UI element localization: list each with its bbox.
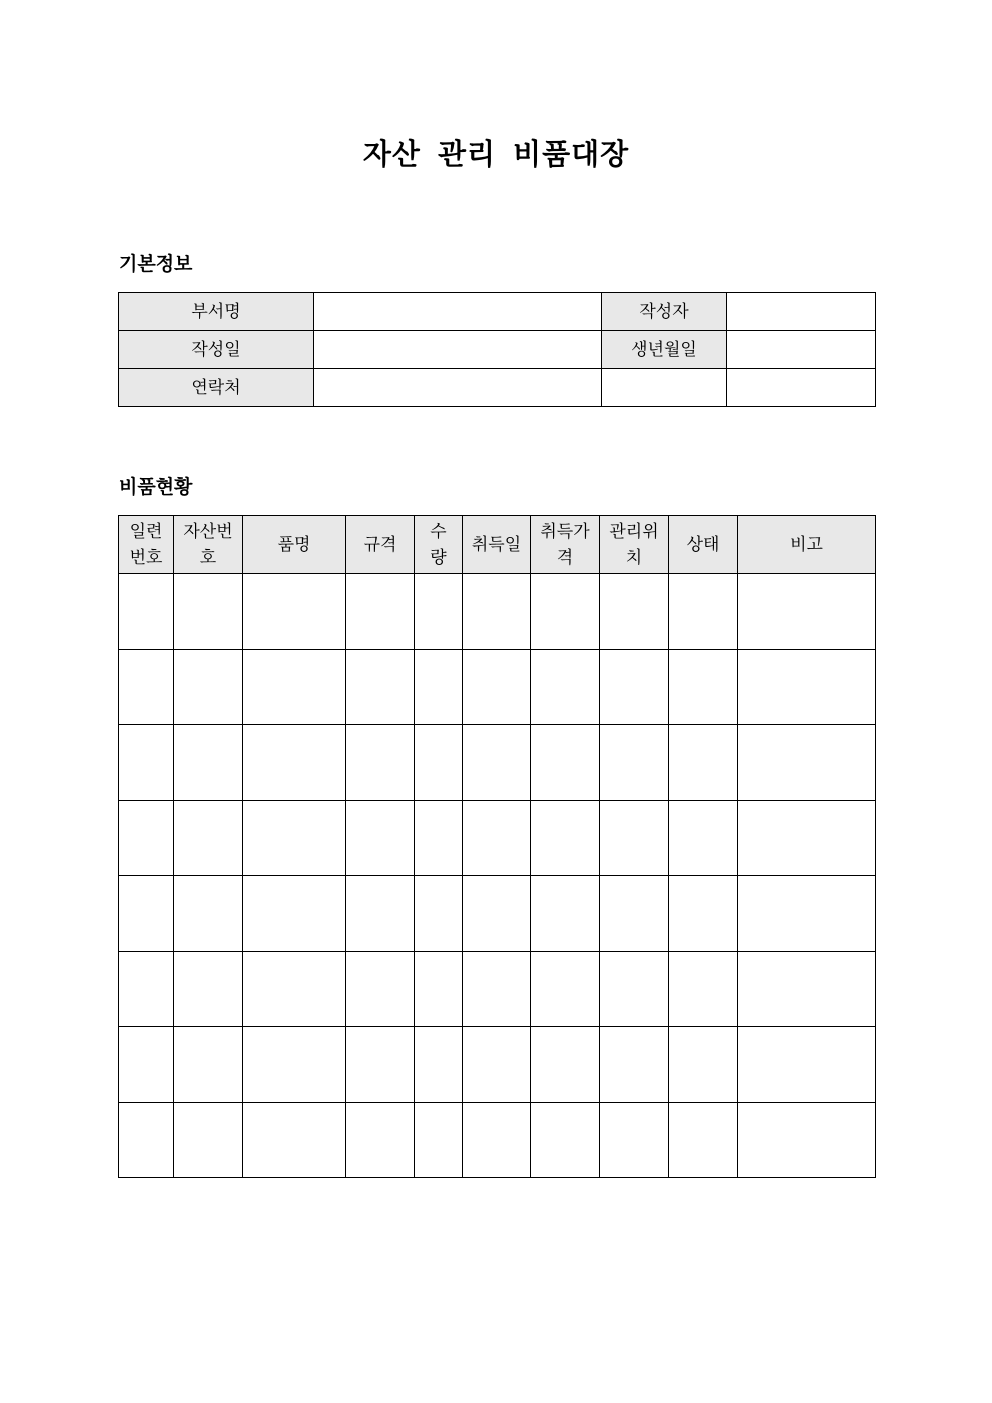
table-cell[interactable]	[669, 574, 738, 650]
table-cell[interactable]	[119, 951, 174, 1027]
table-cell[interactable]	[346, 725, 415, 801]
table-cell[interactable]	[119, 1102, 174, 1178]
table-cell[interactable]	[174, 649, 243, 725]
table-cell[interactable]	[174, 574, 243, 650]
table-cell[interactable]	[119, 876, 174, 952]
table-cell[interactable]	[463, 876, 531, 952]
table-cell[interactable]	[531, 876, 600, 952]
table-cell[interactable]	[600, 574, 669, 650]
column-header	[119, 516, 174, 574]
table-cell[interactable]	[531, 951, 600, 1027]
label-author: 작성자	[602, 293, 727, 331]
table-cell[interactable]	[415, 725, 463, 801]
table-cell[interactable]	[415, 951, 463, 1027]
blank-cell[interactable]	[727, 369, 876, 407]
table-cell[interactable]	[174, 876, 243, 952]
column-header-line: 수	[430, 521, 447, 542]
table-cell[interactable]	[669, 876, 738, 952]
table-cell[interactable]	[463, 1102, 531, 1178]
table-cell[interactable]	[669, 800, 738, 876]
column-header-line: 번호	[129, 547, 163, 568]
column-header-line: 규격	[363, 534, 397, 555]
table-cell[interactable]	[531, 800, 600, 876]
page-title: 자산 관리 비품대장	[362, 137, 630, 171]
table-cell[interactable]	[346, 951, 415, 1027]
column-header-line: 호	[199, 547, 217, 568]
column-header-line: 일련	[129, 521, 163, 542]
table-cell[interactable]	[738, 1102, 876, 1178]
table-row	[119, 649, 876, 725]
column-header	[669, 516, 738, 574]
info-row	[119, 331, 876, 369]
table-cell[interactable]	[669, 951, 738, 1027]
table-cell[interactable]	[174, 725, 243, 801]
table-cell[interactable]	[669, 725, 738, 801]
column-header-line: 격	[556, 547, 574, 568]
column-header-line: 관리위	[609, 521, 659, 542]
author-field[interactable]	[727, 293, 876, 331]
table-cell[interactable]	[531, 725, 600, 801]
label-created-date: 작성일	[119, 331, 314, 369]
table-cell[interactable]	[738, 1027, 876, 1103]
table-cell[interactable]	[243, 725, 346, 801]
label-contact: 연락처	[119, 369, 314, 407]
label-birth-date: 생년월일	[602, 331, 727, 369]
column-header	[600, 516, 669, 574]
table-cell[interactable]	[243, 1102, 346, 1178]
table-cell[interactable]	[738, 574, 876, 650]
table-cell[interactable]	[346, 876, 415, 952]
table-cell[interactable]	[243, 800, 346, 876]
table-cell[interactable]	[119, 574, 174, 650]
table-cell[interactable]	[669, 1102, 738, 1178]
column-header-line: 치	[625, 547, 643, 568]
table-cell[interactable]	[463, 574, 531, 650]
column-header	[531, 516, 600, 574]
table-cell[interactable]	[415, 649, 463, 725]
info-row	[119, 369, 876, 407]
table-cell[interactable]	[415, 800, 463, 876]
table-cell[interactable]	[738, 800, 876, 876]
table-row	[119, 574, 876, 650]
blank-cell[interactable]	[602, 369, 727, 407]
label-department: 부서명	[119, 293, 314, 331]
table-cell[interactable]	[463, 1027, 531, 1103]
column-header-line: 취득가	[540, 521, 590, 542]
table-cell[interactable]	[600, 951, 669, 1027]
column-header-line: 취득일	[471, 534, 522, 555]
table-cell[interactable]	[600, 1027, 669, 1103]
table-row	[119, 1027, 876, 1103]
table-cell[interactable]	[600, 1102, 669, 1178]
table-cell[interactable]	[738, 951, 876, 1027]
table-row	[119, 876, 876, 952]
table-cell[interactable]	[463, 951, 531, 1027]
column-header-line: 량	[430, 547, 447, 568]
table-cell[interactable]	[531, 1027, 600, 1103]
table-cell[interactable]	[346, 1102, 415, 1178]
table-cell[interactable]	[243, 951, 346, 1027]
table-cell[interactable]	[531, 574, 600, 650]
table-cell[interactable]	[669, 1027, 738, 1103]
column-header	[174, 516, 243, 574]
column-header	[415, 516, 463, 574]
table-cell[interactable]	[119, 800, 174, 876]
info-row	[119, 293, 876, 331]
table-cell[interactable]	[415, 1027, 463, 1103]
table-cell[interactable]	[346, 649, 415, 725]
table-cell[interactable]	[463, 800, 531, 876]
column-header-line: 품명	[277, 534, 311, 555]
column-header	[463, 516, 531, 574]
table-cell[interactable]	[738, 649, 876, 725]
table-cell[interactable]	[738, 725, 876, 801]
table-cell[interactable]	[415, 1102, 463, 1178]
section-title-basic-info: 기본정보	[119, 253, 193, 275]
column-header-line: 비고	[790, 534, 823, 555]
table-cell[interactable]	[174, 1027, 243, 1103]
table-cell[interactable]	[600, 800, 669, 876]
basic-info-table	[118, 292, 876, 407]
table-cell[interactable]	[738, 876, 876, 952]
items-table	[118, 515, 876, 1178]
table-cell[interactable]	[243, 1027, 346, 1103]
table-cell[interactable]	[600, 725, 669, 801]
table-cell[interactable]	[531, 649, 600, 725]
section-title-items: 비품현황	[119, 476, 193, 498]
table-cell[interactable]	[119, 1027, 174, 1103]
table-cell[interactable]	[531, 1102, 600, 1178]
table-cell[interactable]	[243, 574, 346, 650]
column-header	[738, 516, 876, 574]
table-header-row	[119, 516, 876, 574]
table-row	[119, 800, 876, 876]
table-cell[interactable]	[600, 649, 669, 725]
department-field[interactable]	[314, 293, 602, 331]
table-cell[interactable]	[346, 800, 415, 876]
column-header	[243, 516, 346, 574]
table-cell[interactable]	[463, 649, 531, 725]
table-cell[interactable]	[600, 876, 669, 952]
table-cell[interactable]	[119, 725, 174, 801]
birth-date-field[interactable]	[727, 331, 876, 369]
table-cell[interactable]	[669, 649, 738, 725]
column-header-line: 상태	[686, 534, 720, 555]
table-cell[interactable]	[243, 876, 346, 952]
table-cell[interactable]	[174, 951, 243, 1027]
contact-field[interactable]	[314, 369, 602, 407]
table-cell[interactable]	[463, 725, 531, 801]
table-cell[interactable]	[174, 800, 243, 876]
table-cell[interactable]	[243, 649, 346, 725]
table-cell[interactable]	[346, 1027, 415, 1103]
table-cell[interactable]	[174, 1102, 243, 1178]
table-cell[interactable]	[346, 574, 415, 650]
table-cell[interactable]	[119, 649, 174, 725]
table-row	[119, 951, 876, 1027]
created-date-field[interactable]	[314, 331, 602, 369]
column-header	[346, 516, 415, 574]
table-row	[119, 1102, 876, 1178]
table-row	[119, 725, 876, 801]
table-cell[interactable]	[415, 876, 463, 952]
table-cell[interactable]	[415, 574, 463, 650]
column-header-line: 자산번	[183, 521, 233, 542]
